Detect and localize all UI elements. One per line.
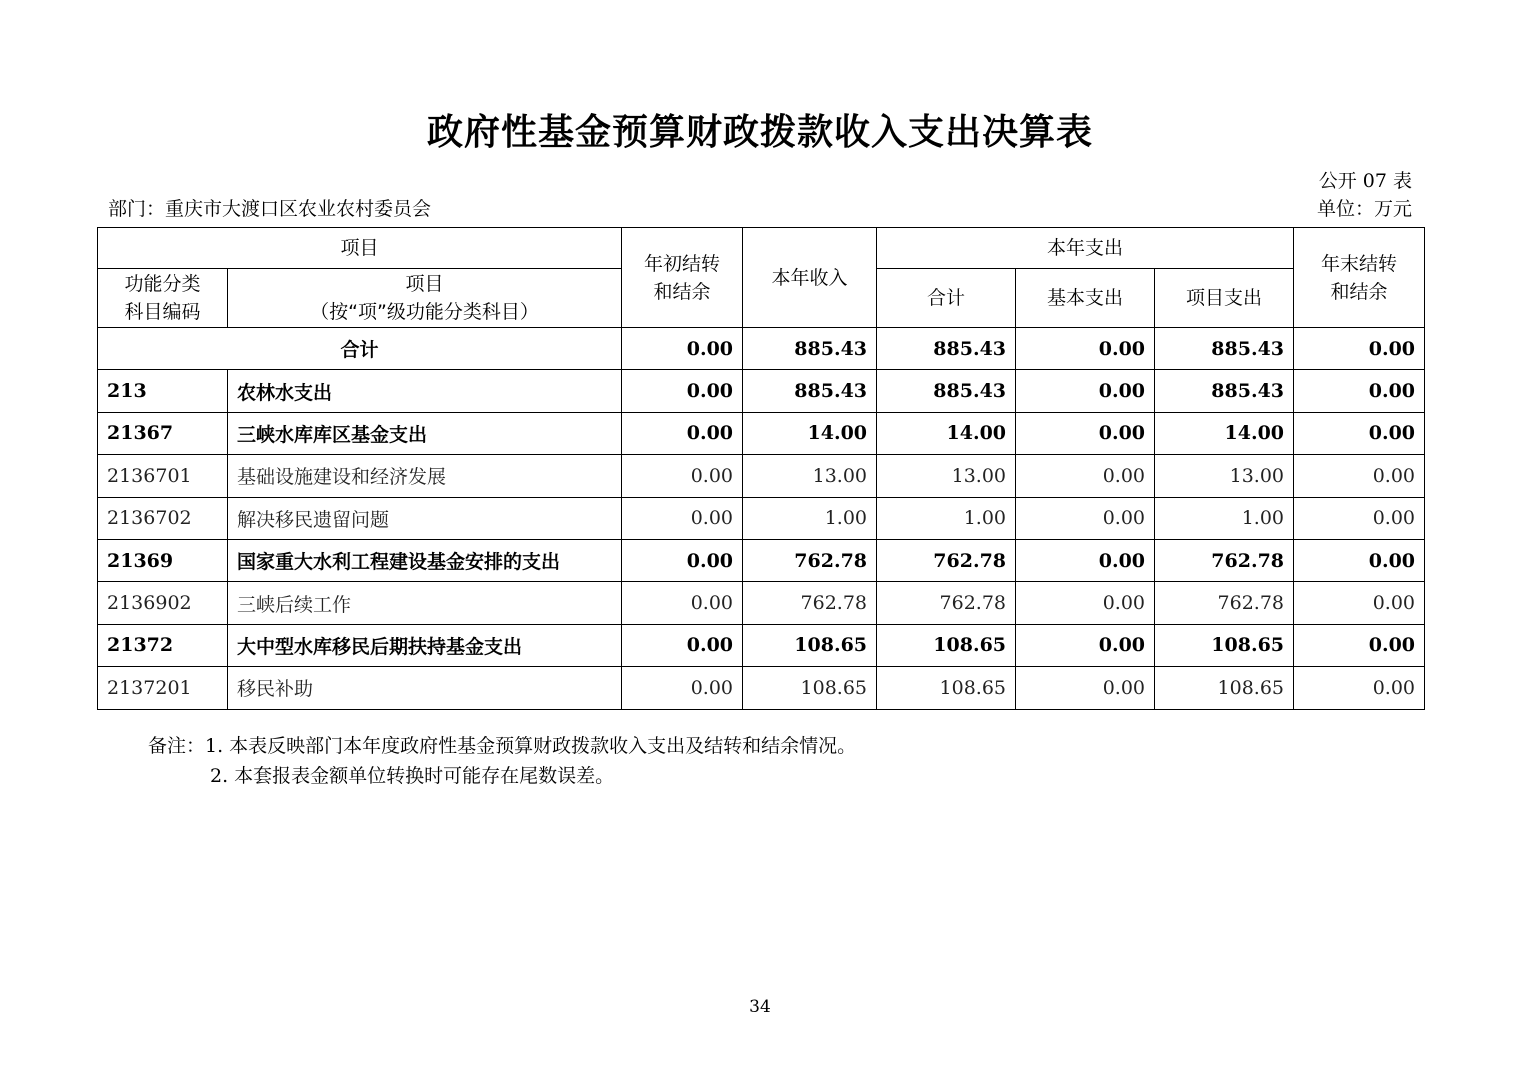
table-row [98,539,1425,581]
row-name: 大中型水库移民后期扶持基金支出 [228,624,622,666]
row-expense-project: 108.65 [1155,624,1294,666]
row-income: 14.00 [743,412,877,454]
header-expense-basic: 基本支出 [1016,269,1155,328]
table-row [98,497,1425,539]
row-code: 2136902 [98,582,228,624]
total-expense-basic: 0.00 [1016,328,1155,370]
row-income: 762.78 [743,582,877,624]
row-income: 13.00 [743,455,877,497]
row-name: 国家重大水利工程建设基金安排的支出 [228,539,622,581]
row-expense-total: 108.65 [877,624,1016,666]
row-expense-project: 885.43 [1155,370,1294,412]
row-closing: 0.00 [1294,370,1425,412]
row-closing: 0.00 [1294,582,1425,624]
row-income: 1.00 [743,497,877,539]
header-income: 本年收入 [743,228,877,328]
table-row [98,370,1425,412]
row-opening: 0.00 [622,370,743,412]
row-name: 解决移民遗留问题 [228,497,622,539]
page-number: 34 [749,997,771,1017]
row-expense-total: 14.00 [877,412,1016,454]
row-closing: 0.00 [1294,667,1425,709]
total-expense-total: 885.43 [877,328,1016,370]
row-income: 762.78 [743,539,877,581]
row-opening: 0.00 [622,412,743,454]
total-income: 885.43 [743,328,877,370]
table-row [98,455,1425,497]
header-expense-project: 项目支出 [1155,269,1294,328]
row-expense-basic: 0.00 [1016,667,1155,709]
row-expense-basic: 0.00 [1016,582,1155,624]
table-row [98,412,1425,454]
row-closing: 0.00 [1294,539,1425,581]
row-name: 移民补助 [228,667,622,709]
row-code: 213 [98,370,228,412]
total-expense-project: 885.43 [1155,328,1294,370]
header-item-group: 项目 [98,228,622,269]
row-expense-basic: 0.00 [1016,370,1155,412]
row-expense-basic: 0.00 [1016,497,1155,539]
row-expense-total: 762.78 [877,582,1016,624]
row-expense-total: 108.65 [877,667,1016,709]
header-expense-group: 本年支出 [877,228,1294,269]
row-income: 108.65 [743,667,877,709]
row-income: 885.43 [743,370,877,412]
row-name: 基础设施建设和经济发展 [228,455,622,497]
table-row [98,667,1425,709]
total-opening: 0.00 [622,328,743,370]
row-opening: 0.00 [622,667,743,709]
row-expense-total: 762.78 [877,539,1016,581]
row-code: 21367 [98,412,228,454]
row-expense-total: 13.00 [877,455,1016,497]
notes [148,731,856,791]
note-line-1: 备注：1. 本表反映部门本年度政府性基金预算财政拨款收入支出及结转和结余情况。 [148,735,857,757]
row-code: 2137201 [98,667,228,709]
row-code: 21372 [98,624,228,666]
row-closing: 0.00 [1294,497,1425,539]
row-opening: 0.00 [622,624,743,666]
row-expense-project: 1.00 [1155,497,1294,539]
row-expense-project: 108.65 [1155,667,1294,709]
row-opening: 0.00 [622,455,743,497]
row-expense-basic: 0.00 [1016,412,1155,454]
unit-label: 单位：万元 [1316,198,1412,220]
total-label: 合计 [98,328,622,370]
header-opening-balance: 年初结转 和结余 [622,228,743,328]
row-name: 农林水支出 [228,370,622,412]
row-expense-basic: 0.00 [1016,624,1155,666]
page-title: 政府性基金预算财政拨款收入支出决算表 [426,112,1093,153]
row-opening: 0.00 [622,582,743,624]
department-label: 部门：重庆市大渡口区农业农村委员会 [108,198,432,220]
row-expense-total: 1.00 [877,497,1016,539]
form-number: 公开 07 表 [1318,170,1412,192]
row-expense-project: 762.78 [1155,582,1294,624]
row-income: 108.65 [743,624,877,666]
row-expense-basic: 0.00 [1016,455,1155,497]
header-closing-balance: 年末结转 和结余 [1294,228,1425,328]
row-code: 2136701 [98,455,228,497]
row-opening: 0.00 [622,539,743,581]
row-name: 三峡后续工作 [228,582,622,624]
row-closing: 0.00 [1294,624,1425,666]
header-expense-total: 合计 [877,269,1016,328]
row-code: 21369 [98,539,228,581]
total-closing: 0.00 [1294,328,1425,370]
row-expense-project: 14.00 [1155,412,1294,454]
note-line-2: 2. 本套报表金额单位转换时可能存在尾数误差。 [210,765,615,787]
header-name-column: 项目 （按“项”级功能分类科目） [228,269,622,328]
row-name: 三峡水库库区基金支出 [228,412,622,454]
row-closing: 0.00 [1294,455,1425,497]
row-expense-basic: 0.00 [1016,539,1155,581]
row-expense-project: 762.78 [1155,539,1294,581]
table-row [98,582,1425,624]
row-expense-total: 885.43 [877,370,1016,412]
budget-table [97,227,1425,710]
row-opening: 0.00 [622,497,743,539]
total-row [98,328,1425,370]
row-code: 2136702 [98,497,228,539]
row-expense-project: 13.00 [1155,455,1294,497]
row-closing: 0.00 [1294,412,1425,454]
header-code-column: 功能分类 科目编码 [98,269,228,328]
table-row [98,624,1425,666]
